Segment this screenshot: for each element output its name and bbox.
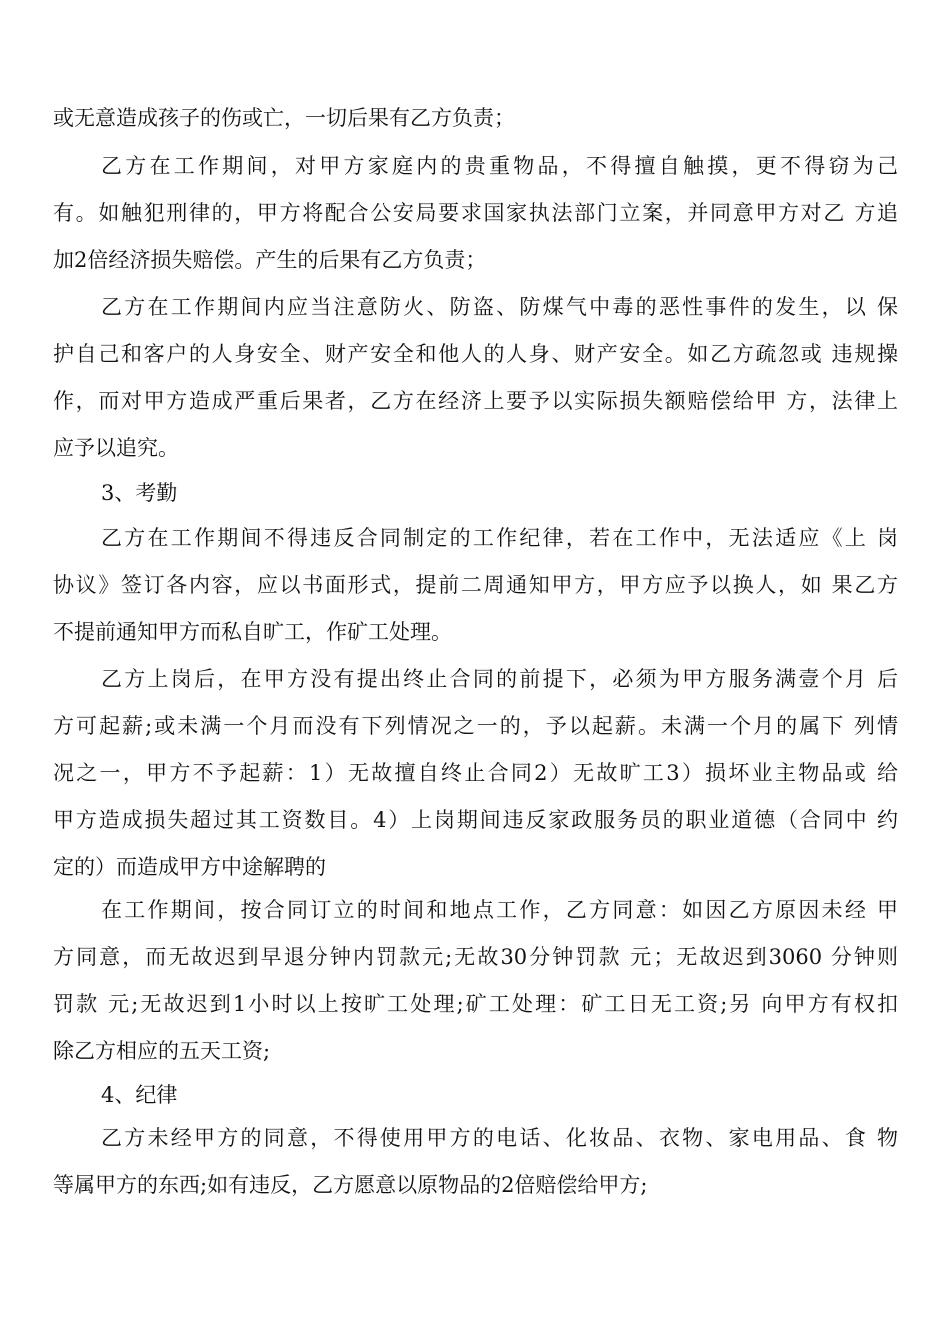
text-line: 方同意，而无故迟到早退分钟内罚款元;无故30分钟罚款 元；无故迟到3060 分钟则	[53, 945, 898, 969]
text-line: 罚款 元;无故迟到1小时以上按旷工处理;矿工处理：矿工日无工资;另 向甲方有权扣	[53, 992, 898, 1016]
text-line: 协议》签订各内容，应以书面形式，提前二周通知甲方，甲方应予以换人，如 果乙方	[53, 573, 898, 597]
text-line: 加2倍经济损失赔偿。产生的后果有乙方负责；	[53, 248, 487, 272]
text-line: 护自己和客户的人身安全、财产安全和他人的人身、财产安全。如乙方疏忽或 违规操	[53, 342, 898, 366]
text-line: 乙方在工作期间内应当注意防火、防盗、防煤气中毒的恶性事件的发生，以 保	[101, 295, 898, 319]
text-line: 乙方未经甲方的同意，不得使用甲方的电话、化妆品、衣物、家电用品、食 物	[101, 1126, 898, 1150]
text-line: 况之一，甲方不予起薪：1）无故擅自终止合同2）无故旷工3）损坏业主物品或 给	[53, 761, 898, 785]
text-line: 方可起薪;或未满一个月而没有下列情况之一的，予以起薪。未满一个月的属下 列情	[53, 714, 898, 738]
text-line: 乙方在工作期间不得违反合同制定的工作纪律，若在工作中，无法适应《上 岗	[101, 526, 898, 550]
text-line: 有。如触犯刑律的，甲方将配合公安局要求国家执法部门立案，并同意甲方对乙 方追	[53, 201, 898, 225]
text-line: 乙方在工作期间，对甲方家庭内的贵重物品，不得擅自触摸，更不得窃为己	[101, 154, 898, 178]
section-heading: 4、纪律	[101, 1083, 178, 1107]
text-line: 或无意造成孩子的伤或亡，一切后果有乙方负责；	[53, 106, 515, 130]
text-line: 定的）而造成甲方中途解聘的	[53, 855, 326, 879]
text-line: 不提前通知甲方而私自旷工，作矿工处理。	[53, 620, 452, 644]
text-line: 乙方上岗后，在甲方没有提出终止合同的前提下，必须为甲方服务满壹个月 后	[101, 667, 898, 691]
text-line: 在工作期间，按合同订立的时间和地点工作，乙方同意：如因乙方原因未经 甲	[101, 898, 898, 922]
text-line: 作，而对甲方造成严重后果者，乙方在经济上要予以实际损失额赔偿给甲 方，法律上	[53, 389, 899, 413]
text-line: 应予以追究。	[53, 436, 179, 460]
section-heading: 3、考勤	[101, 481, 178, 505]
text-line: 甲方造成损失超过其工资数目。4）上岗期间违反家政服务员的职业道德（合同中 约	[53, 808, 898, 832]
text-line: 除乙方相应的五天工资;	[53, 1039, 271, 1063]
text-line: 等属甲方的东西;如有违反，乙方愿意以原物品的2倍赔偿给甲方;	[53, 1173, 648, 1197]
